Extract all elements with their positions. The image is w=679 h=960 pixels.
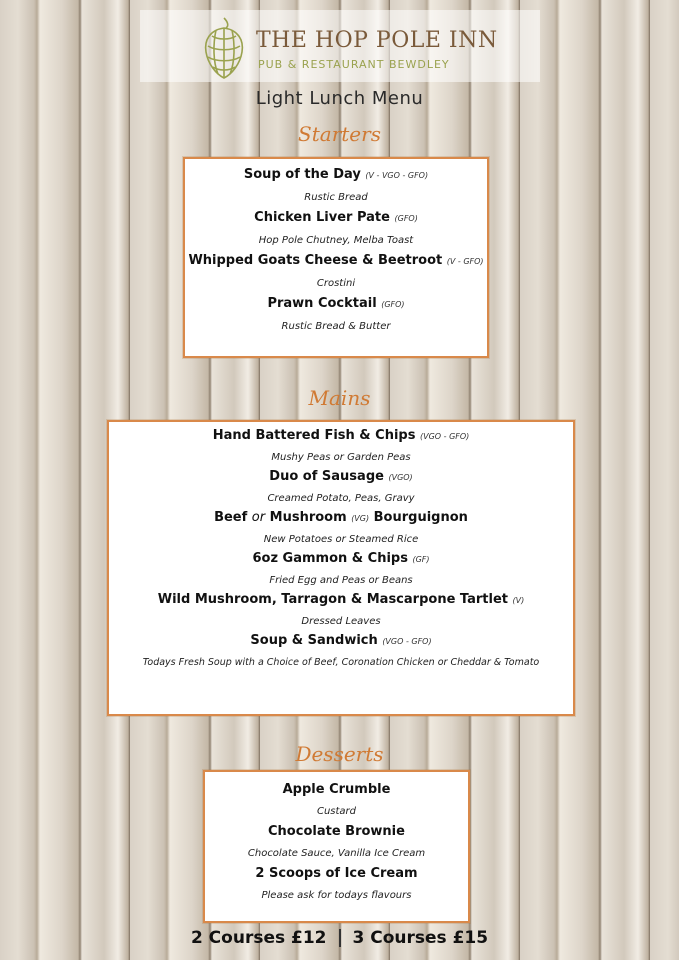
item-description: Dressed Leaves — [301, 616, 381, 627]
mains-heading: Mains — [308, 386, 371, 410]
two-course-price: 2 Courses £12 — [190, 928, 327, 948]
item-name: Apple Crumble — [282, 782, 391, 797]
item-name: Chicken Liver Pate (GFO) — [254, 210, 418, 225]
item-description: Chocolate Sauce, Vanilla Ice Cream — [247, 848, 426, 859]
item-name: Duo of Sausage (VGO) — [269, 469, 413, 484]
menu-item — [185, 210, 487, 248]
menu-item — [185, 253, 487, 291]
menu-item — [109, 428, 573, 465]
menu-item — [185, 167, 487, 205]
item-description: Todays Fresh Soup with a Choice of Beef, Coronation Chicken or Cheddar & Tomato — [142, 657, 540, 668]
item-description: Please ask for todays flavours — [261, 890, 412, 901]
menu-item — [109, 633, 573, 670]
item-name: Wild Mushroom, Tarragon & Mascarpone Tartlet (V) — [157, 592, 525, 607]
price-divider — [339, 929, 341, 947]
menu-item — [205, 866, 468, 903]
item-name: Prawn Cocktail (GFO) — [267, 296, 405, 311]
menu-item — [185, 296, 487, 334]
item-description: Rustic Bread — [304, 192, 368, 203]
item-description: Custard — [316, 806, 357, 817]
item-description: Mushy Peas or Garden Peas — [271, 452, 411, 463]
item-description: Crostini — [316, 278, 356, 289]
item-name: Beef or Mushroom (VG) Bourguignon — [214, 510, 468, 525]
starters-heading: Starters — [298, 122, 381, 146]
hop-cone-icon — [198, 14, 250, 80]
menu-item — [109, 592, 573, 629]
desserts-heading: Desserts — [295, 742, 384, 766]
item-name: Chocolate Brownie — [268, 824, 405, 839]
item-name: Hand Battered Fish & Chips (VGO - GFO) — [212, 428, 470, 443]
three-course-price: 3 Courses £15 — [352, 928, 489, 948]
pub-tagline: PUB & RESTAURANT BEWDLEY — [258, 58, 450, 71]
menu-item — [109, 551, 573, 588]
item-name: 6oz Gammon & Chips (GF) — [252, 551, 430, 566]
desserts-box — [203, 770, 470, 923]
item-name: Soup of the Day (V - VGO - GFO) — [243, 167, 429, 182]
item-description: Hop Pole Chutney, Melba Toast — [258, 235, 414, 246]
item-name: Whipped Goats Cheese & Beetroot (V - GFO) — [188, 253, 484, 268]
item-description: Creamed Potato, Peas, Gravy — [267, 493, 415, 504]
menu-item — [205, 782, 468, 819]
course-prices — [0, 928, 679, 948]
pub-name: THE HOP POLE INN — [256, 28, 498, 53]
starters-box — [183, 157, 489, 358]
item-description: New Potatoes or Steamed Rice — [263, 534, 419, 545]
menu-item — [109, 469, 573, 506]
item-name: 2 Scoops of Ice Cream — [255, 866, 418, 881]
item-description: Rustic Bread & Butter — [281, 321, 391, 332]
menu-title: Light Lunch Menu — [255, 88, 424, 109]
mains-box — [107, 420, 575, 716]
menu-item — [205, 824, 468, 861]
item-name: Soup & Sandwich (VGO - GFO) — [250, 633, 432, 648]
item-description: Fried Egg and Peas or Beans — [269, 575, 413, 586]
menu-item — [109, 510, 573, 547]
